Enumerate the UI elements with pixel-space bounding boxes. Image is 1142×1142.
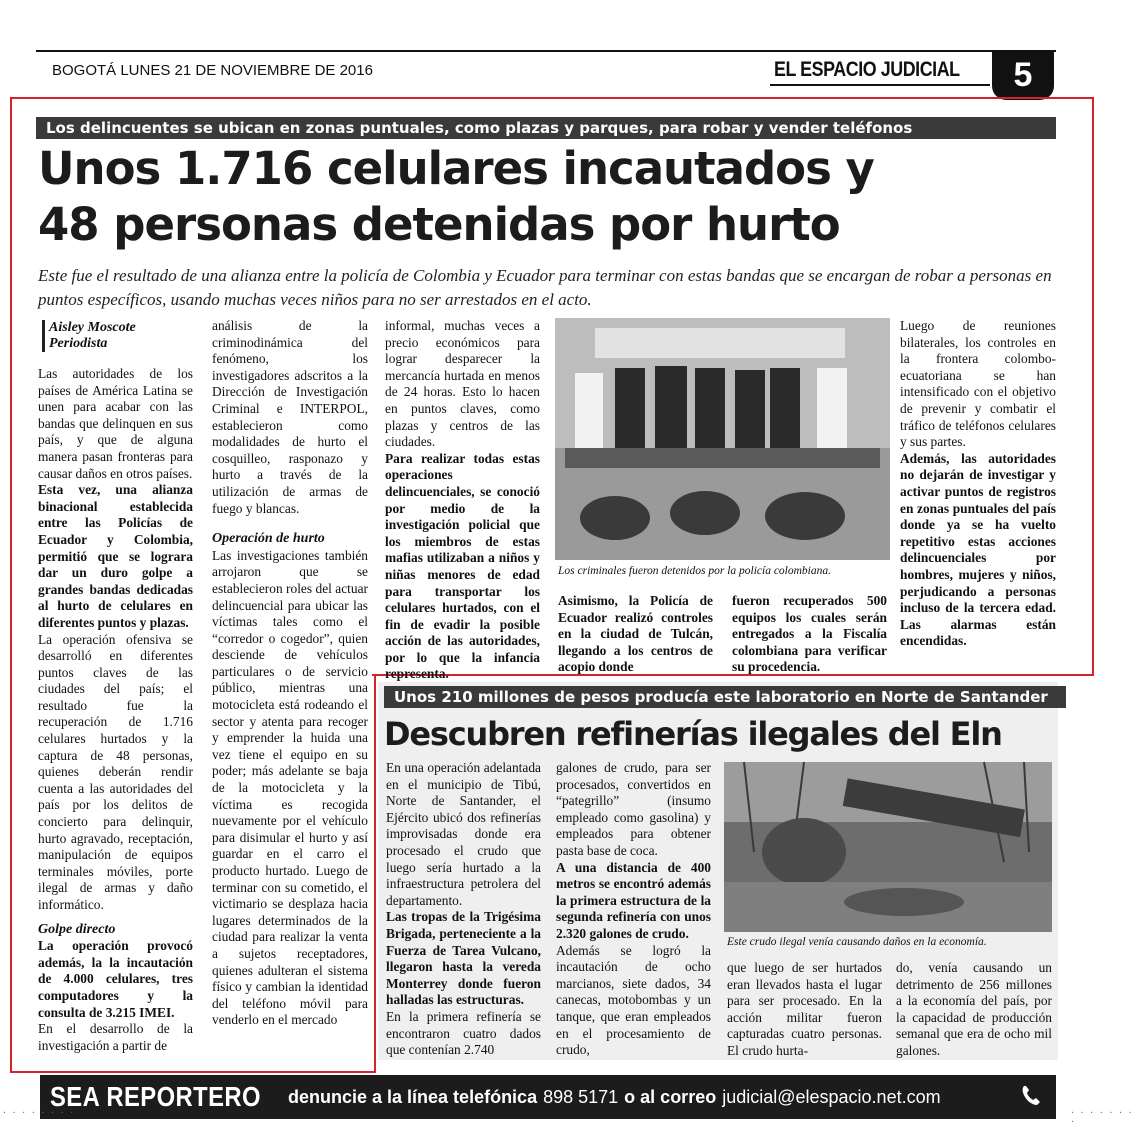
article1-headline-line2: 48 personas detenidas por hurto xyxy=(38,198,840,251)
refinery-photo-caption: Este crudo ilegal venía causando daños en la economía. xyxy=(727,936,987,948)
article1-kicker: Los delincuentes se ubican en zonas puntuales, como plazas y parques, para robar y vender teléfonos xyxy=(36,117,1056,139)
print-marks-left: · · · · · · · · xyxy=(2,1108,75,1117)
article1-column-5 xyxy=(732,593,887,673)
banner-title: SEA REPORTERO xyxy=(50,1081,261,1112)
author-role: Periodista xyxy=(49,336,108,351)
newspaper-section-name: EL ESPACIO JUDICIAL xyxy=(774,58,960,81)
paragraph: En la primera refinería se encontraron cuatro dados que contenían 2.740 xyxy=(386,1008,541,1058)
article1-column-6 xyxy=(900,318,1056,672)
section-rule xyxy=(770,84,990,86)
paragraph: A una distancia de 400 metros se encontró además la primera estructura de la segunda refinería con unos 2.320 galones de crudo. xyxy=(556,859,711,941)
paragraph: que luego de ser hurtados eran llevados hasta el lugar para ser procesado. En la acción militar fueron capturadas cuatro personas. El crudo hurta- xyxy=(727,960,882,1058)
paragraph: Para realizar todas estas operaciones delincuenciales, se conoció por medio de la investigación policial que los miembros de estas mafias utilizaban a niños y niñas menores de edad para transportar los celulares hurtados, con el fin de evadir la posible acción de las autoridades, por lo que la infancia representa. xyxy=(385,450,540,682)
article2-headline: Descubren refinerías ilegales del Eln xyxy=(384,715,1002,753)
article1-column-2 xyxy=(212,318,368,1068)
article1-column-4 xyxy=(558,593,713,673)
paragraph: En una operación adelantada en el municipio de Tibú, Norte de Santander, el Ejército ubicó dos refinerías improvisadas donde era procesado el crudo que luego sería hurtado a la infraestructura petrolera del departamento. xyxy=(386,760,541,908)
banner-phone: 898 5171 xyxy=(543,1086,619,1107)
article2-column-1 xyxy=(386,760,541,1060)
subheading: Operación de hurto xyxy=(212,531,325,547)
article2-column-2 xyxy=(556,760,711,1060)
paragraph: Además se logró la incautación de ocho marcianos, siete dados, 34 canecas, motobombas y un tanque, que eran empleados en el procesamiento de crudo, xyxy=(556,942,711,1058)
paragraph: Las tropas de la Trigésima Brigada, perteneciente a la Fuerza de Tarea Vulcano, llegaron hasta la vereda Monterrey donde fueron halladas las estructuras. xyxy=(386,909,541,1008)
reporter-banner xyxy=(40,1075,1056,1119)
paragraph: Esta vez, una alianza binacional establecida entre las Policías de Ecuador y Colombia, permitió que se lograra dar un duro golpe a grandes bandas dedicadas al hurto de celulares en diferentes puntos y plazas. xyxy=(38,482,193,630)
refinery-photo xyxy=(724,762,1052,932)
article1-column-1 xyxy=(38,366,193,1072)
banner-mid-text: o al correo xyxy=(624,1086,717,1107)
refinery-photo-image xyxy=(724,762,1052,932)
arrest-photo-image xyxy=(555,318,890,560)
paragraph: análisis de la criminodinámica del fenómeno, los investigadores adscritos a la Dirección de Investigación Criminal e INTERPOL, establecieron como modalidades de hurto el cosquilleo, rasponazo y hurto a través de la utilización de armas de fuego y blancas. xyxy=(212,318,368,516)
article1-column-3 xyxy=(385,318,540,682)
print-marks-right: · · · · · · · · xyxy=(1070,1108,1133,1126)
article1-lede: Este fue el resultado de una alianza entre la policía de Colombia y Ecuador para terminar con estas bandas que se encargan de robar a personas en puntos específicos, usando muchas veces niños para no ser arrestados en el acto. xyxy=(38,266,1052,309)
page-number: 5 xyxy=(992,50,1054,100)
paragraph: Además, las autoridades no dejarán de investigar y activar puntos de registros en zonas puntuales del país donde ya se ha vuelto repetitivo estas acciones delincuenciales por hombres, mujeres y niños, perjudicando a personas incluso de la tercera edad. Las alarmas están encendidas. xyxy=(900,450,1056,649)
subheading: Golpe directo xyxy=(38,921,116,937)
paragraph: Las autoridades de los países de América Latina se unen para acabar con las bandas que delinquen en sus país, y que de alguna manera pasan fronteras para causar daños en otros países. xyxy=(38,366,193,481)
paragraph: Luego de reuniones bilaterales, los controles en la frontera colombo-ecuatoriana se han intensificado con el objetivo de prevenir y combatir el tráfico de teléfonos celulares y sus partes. xyxy=(900,318,1056,450)
issue-date: BOGOTÁ LUNES 21 DE NOVIEMBRE DE 2016 xyxy=(52,62,373,79)
arrest-photo-caption: Los criminales fueron detenidos por la policía colombiana. xyxy=(558,565,832,577)
byline xyxy=(42,320,136,352)
article2-column-4 xyxy=(896,960,1052,1060)
header-rule xyxy=(36,50,1056,52)
paragraph: informal, muchas veces a precio económicos para lograr desparecer la mercancía hurtada en menos de 24 horas. Esto lo hacen en puntos claves, como plazas y centros de las ciudades. xyxy=(385,318,540,450)
article2-column-3 xyxy=(727,960,882,1060)
paragraph: galones de crudo, para ser procesados, convertidos en “pategrillo” (insumo empleado como gasolina) y empleados para obtener pasta base de coca. xyxy=(556,760,711,858)
author-name: Aisley Moscote xyxy=(49,320,136,335)
paragraph: fueron recuperados 500 equipos los cuales serán entregados a la Fiscalía colombiana para verificar su procedencia. xyxy=(732,593,887,675)
banner-email: judicial@elespacio.net.com xyxy=(722,1086,941,1107)
paragraph: Las investigaciones también arrojaron que se establecieron roles del actuar delincuencial para ubicar las víctimas tales como el “corredor o cogedor”, quien desciende de vehículos particulares o de servicio público, mientras una motocicleta está rodeando el sector y atenta para recoger y emprender la huida una vez tiene el equipo en su poder; más adelante se baja de la motocicleta y la víctima es recogida nuevamente por el vehículo para disimular el hurto y así guardar en el carro el producto hurtado. Luego de terminar con su cometido, el victimario se desplaza hacia lugares determinados de la ciudad para realizar la venta a sujetos receptadores, quienes adulteran el sistema físico y cambian la identidad del teléfono móvil para venderlo en el mercado xyxy=(212,547,368,1028)
article1-headline-line1: Unos 1.716 celulares incautados y xyxy=(38,142,874,195)
paragraph: Asimismo, la Policía de Ecuador realizó controles en la ciudad de Tulcán, llegando a los centros de acopio donde xyxy=(558,593,713,675)
phone-icon xyxy=(1018,1083,1044,1109)
paragraph: do, venía causando un detrimento de 256 millones a la economía del país, por la capacidad de producción semanal que era de ocho mil galones. xyxy=(896,960,1052,1058)
banner-text: denuncie a la línea telefónica xyxy=(288,1086,538,1107)
arrest-photo xyxy=(555,318,890,560)
paragraph: La operación ofensiva se desarrolló en diferentes puntos claves de las ciudades del país; el resultado fue la recuperación de 1.716 celulares hurtados y la captura de 48 personas, quienes deberán rendir cuenta a las autoridades del país por los delitos de concierto para delinquir, hurto agravado, receptación, manipulación de equipos terminales móviles, porte ilegal de armas y daño informático. xyxy=(38,631,193,912)
paragraph: En el desarrollo de la investigación a partir de xyxy=(38,1021,193,1053)
article2-kicker: Unos 210 millones de pesos producía este laboratorio en Norte de Santander xyxy=(384,686,1066,708)
paragraph: La operación provocó además, la la incautación de 4.000 celulares, tres computadores y la consulta de 3.215 IMEI. xyxy=(38,938,193,1020)
